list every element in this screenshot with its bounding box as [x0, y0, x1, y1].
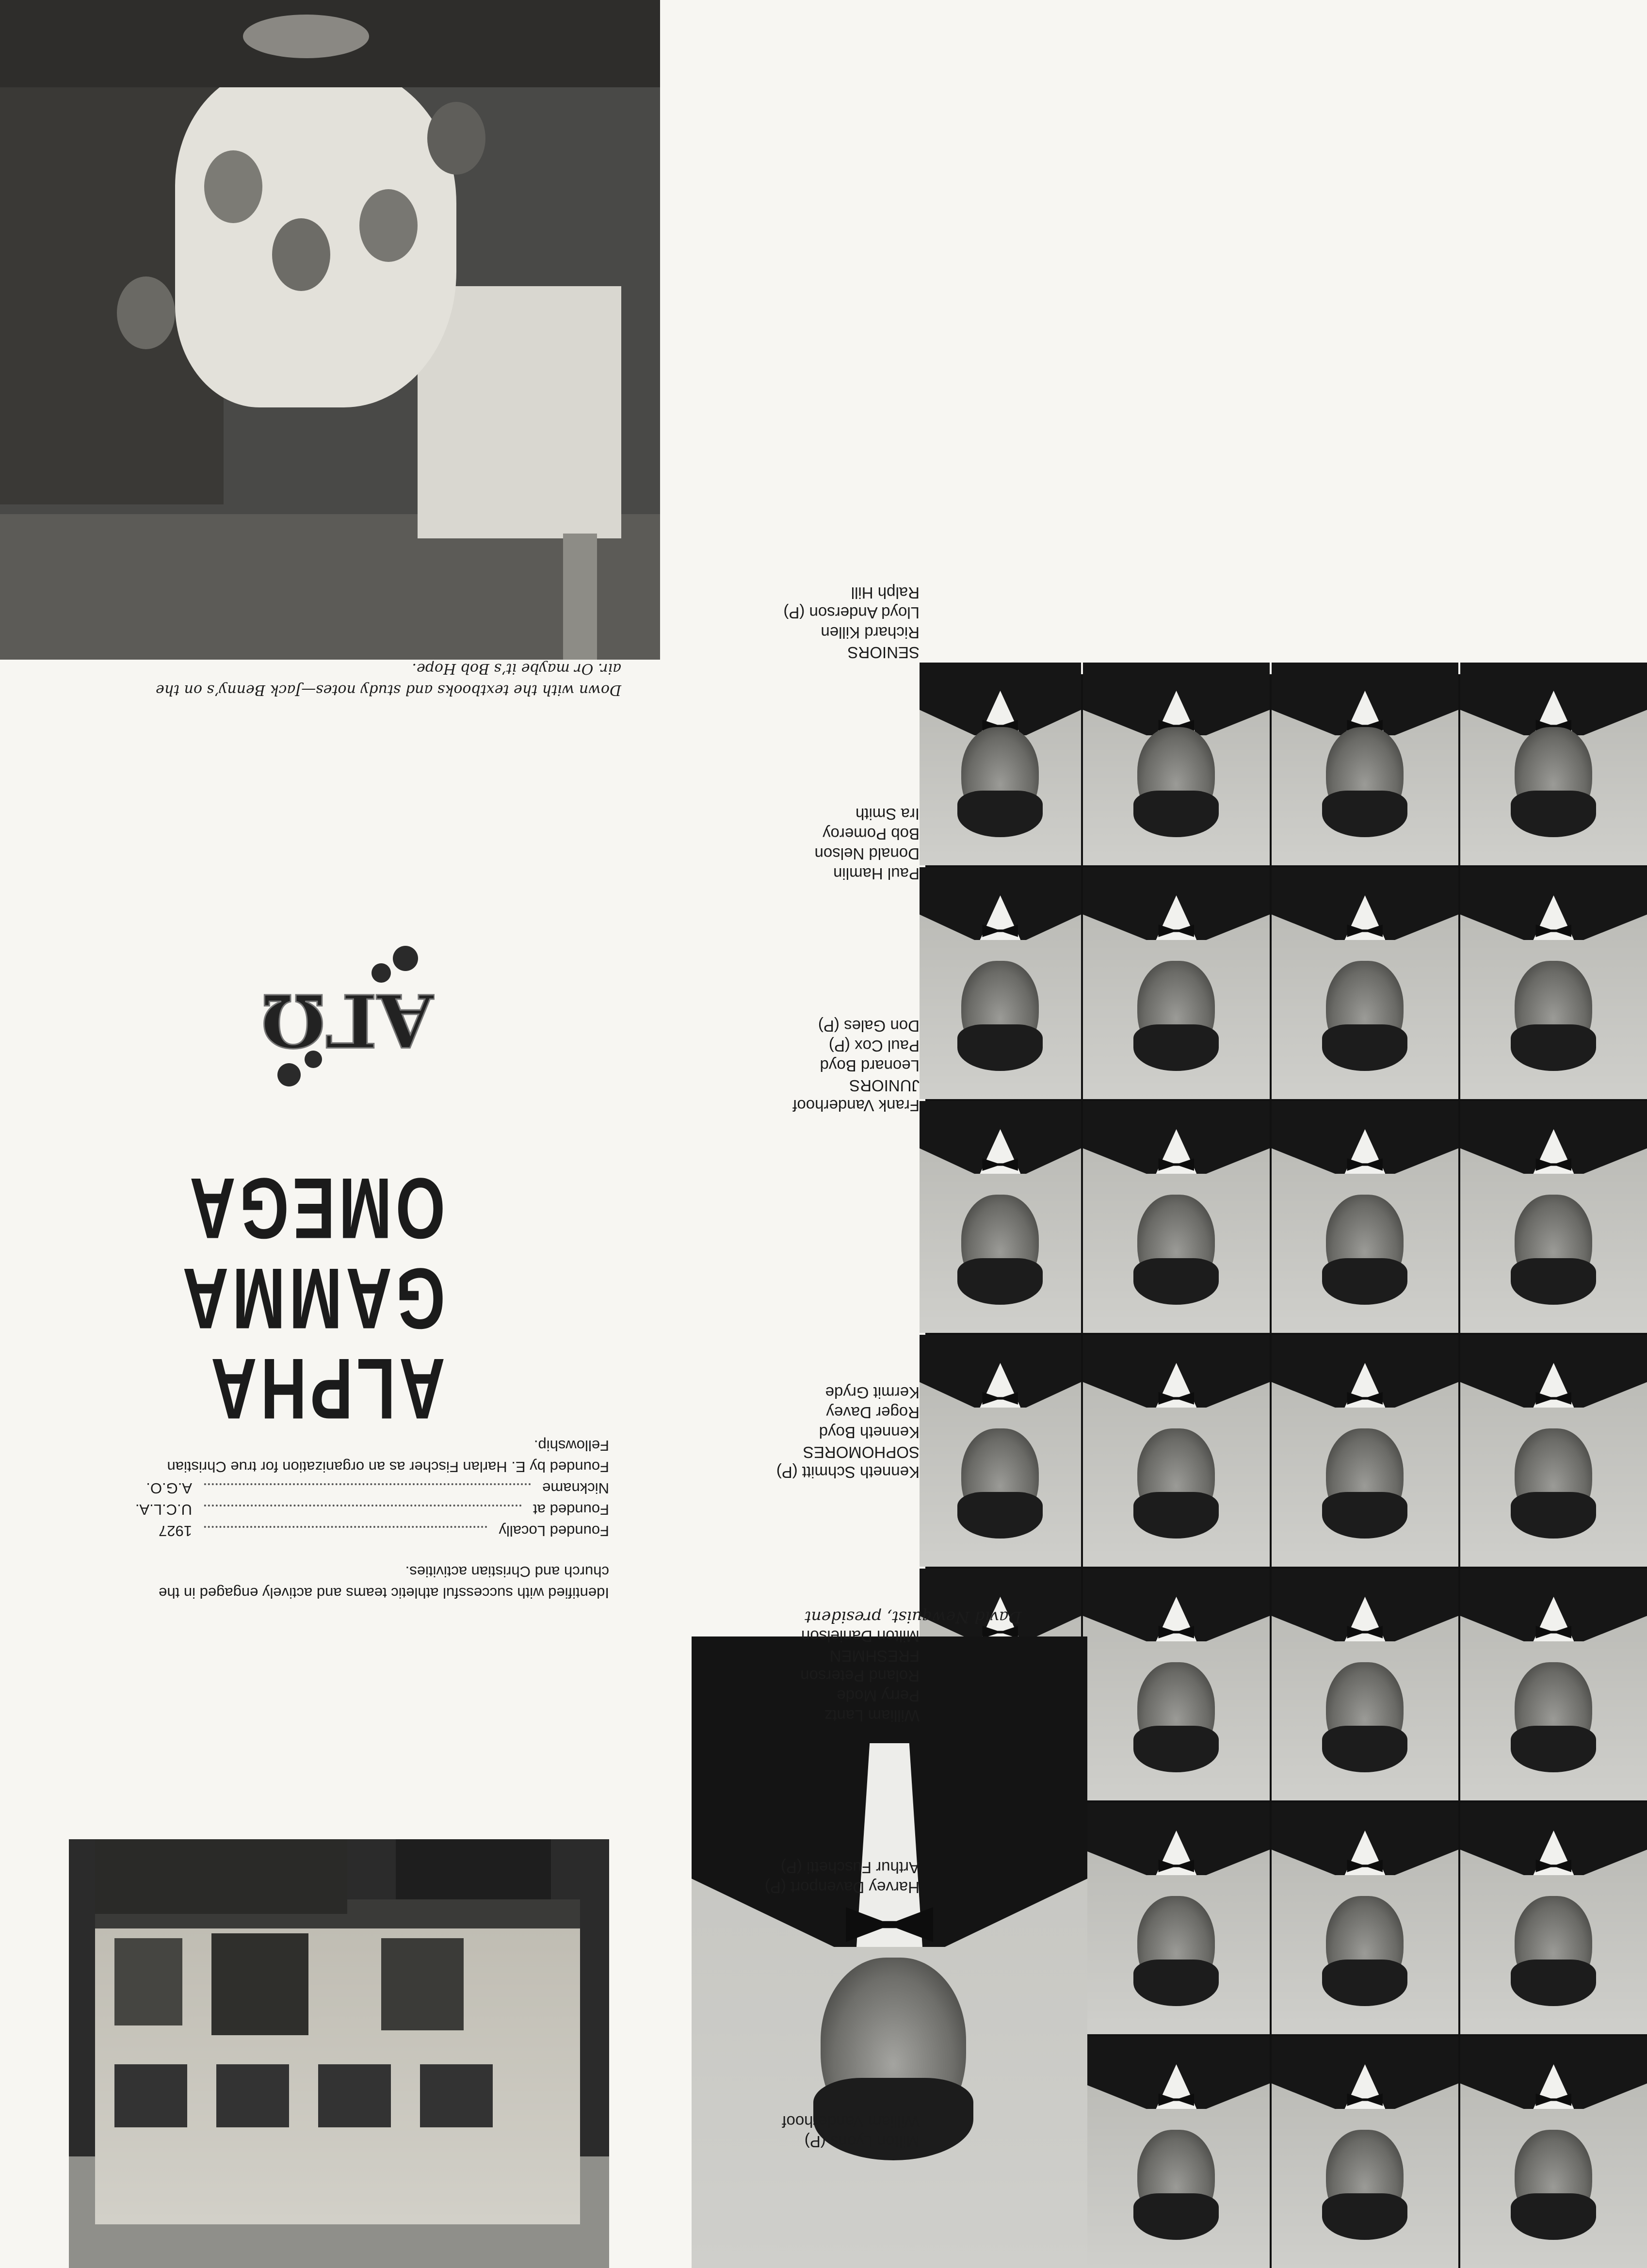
member-name: Roland Peterson [800, 1667, 920, 1685]
member-name: Roger Davey [826, 1404, 920, 1422]
member-name: William Lantz [824, 1707, 920, 1725]
president-portrait [692, 1636, 1087, 2268]
member-portrait [1083, 2036, 1270, 2268]
member-name: Milton Danielson [801, 1627, 920, 1645]
member-name: Frank Vanderhoof [792, 1097, 920, 1115]
member-name: Kenneth Schmitt (P) [776, 1463, 920, 1481]
roster-column-2 [706, 804, 920, 884]
photo-caption-line-1: Down with the textbooks and study notes—Jack Benny’s on the [155, 681, 621, 698]
member-portrait [920, 1101, 1081, 1333]
member-portrait [1460, 663, 1647, 865]
member-portrait [1083, 1569, 1270, 1800]
roster-column-seniors [706, 583, 920, 663]
member-portrait [1272, 663, 1458, 865]
member-portrait [1272, 1101, 1458, 1333]
page-title [178, 1160, 445, 1437]
president-caption: David Newquist, president [805, 1608, 1021, 1627]
member-name: Lloyd Anderson (P) [783, 604, 920, 622]
member-portrait [1272, 867, 1458, 1099]
member-name: Ralph Hill [851, 584, 920, 602]
member-portrait [1083, 867, 1270, 1099]
member-name: Arthur Fuschetti (P) [780, 1859, 920, 1877]
member-portrait [1083, 1802, 1270, 2034]
member-name: Milton Lyons (P) [804, 2133, 920, 2151]
title-line-2: GAMMA [178, 1250, 445, 1347]
fact-label: Founded Locally [499, 1523, 609, 1539]
member-portrait [1460, 1335, 1647, 1567]
founding-line-2: Fellowship. [533, 1437, 609, 1454]
class-heading-seniors: SENIORS [847, 644, 920, 662]
member-portrait [1083, 663, 1270, 865]
member-portrait [920, 1335, 1081, 1567]
fact-label: Founded at [533, 1501, 609, 1518]
member-portrait [1460, 1101, 1647, 1333]
roster-column-6 [706, 1858, 920, 1897]
study-room-photo [0, 0, 660, 660]
title-line-3: OMEGA [186, 1160, 445, 1257]
description-block [95, 1435, 609, 1604]
member-portrait [1460, 1569, 1647, 1800]
member-name: Harvey Davenport (P) [764, 1879, 920, 1896]
member-portrait [1460, 1802, 1647, 2034]
member-portrait [1460, 867, 1647, 1099]
fraternity-crest [260, 929, 435, 1104]
class-heading-sophomores: SOPHOMORES [803, 1443, 920, 1461]
member-name: Paul Hamlin [833, 865, 920, 883]
member-name: Richard Killen [821, 624, 920, 642]
roster-column-sophomores [706, 1383, 920, 1482]
class-heading-juniors: JUNIORS [849, 1077, 920, 1095]
photo-caption [0, 658, 621, 700]
title-line-1: ALPHA [207, 1341, 445, 1437]
class-heading-freshmen: FRESHMEN [829, 1647, 920, 1665]
member-name: Donald Nelson [814, 845, 920, 863]
member-portrait [1083, 1335, 1270, 1567]
founding-line-1: Founded by E. Harlan Fischer as an organization for true Christian [167, 1458, 609, 1475]
fact-row [95, 1477, 609, 1499]
member-portrait [1460, 2036, 1647, 2268]
member-name: Paul Cox (P) [828, 1037, 920, 1055]
house-photo [69, 1839, 609, 2268]
member-portrait [920, 663, 1081, 865]
crest-letters: ΑΓΩ [260, 977, 434, 1063]
member-name: Ira Smith [855, 805, 920, 823]
member-name: Kenneth Boyd [819, 1424, 920, 1442]
roster-column-juniors [706, 1016, 920, 1116]
roster-column-lyons [706, 2112, 920, 2152]
member-portrait [920, 867, 1081, 1099]
fact-value: A.G.O. [146, 1480, 192, 1497]
member-portrait [1272, 1569, 1458, 1800]
fact-row [95, 1520, 609, 1541]
member-portrait [1083, 1101, 1270, 1333]
member-name: Bob Pomeroy [823, 825, 920, 843]
member-name: Leonard Boyd [820, 1057, 920, 1075]
member-portrait [1272, 1802, 1458, 2034]
description-line-2: church and Christian activities. [405, 1563, 609, 1580]
member-portrait [1272, 2036, 1458, 2268]
member-name: Don Gales (P) [818, 1017, 920, 1035]
fact-row [95, 1499, 609, 1520]
roster-column-freshmen [706, 1626, 920, 1726]
fact-label: Nickname [542, 1480, 609, 1497]
member-name: Perry Mode [837, 1687, 920, 1705]
member-name: Kermit Gryde [825, 1384, 920, 1402]
member-portrait [1272, 1335, 1458, 1567]
fact-value: U.C.L.A. [135, 1501, 192, 1518]
crest-emblem-icon [260, 929, 435, 1104]
description-line-1: Identified with successful athletic teams and actively engaged in the [159, 1585, 609, 1602]
photo-caption-line-2: air. Or maybe it’s Bob Hope. [412, 660, 621, 677]
member-name: William Vanderhoof [782, 2113, 920, 2131]
fact-value: 1927 [159, 1523, 192, 1539]
